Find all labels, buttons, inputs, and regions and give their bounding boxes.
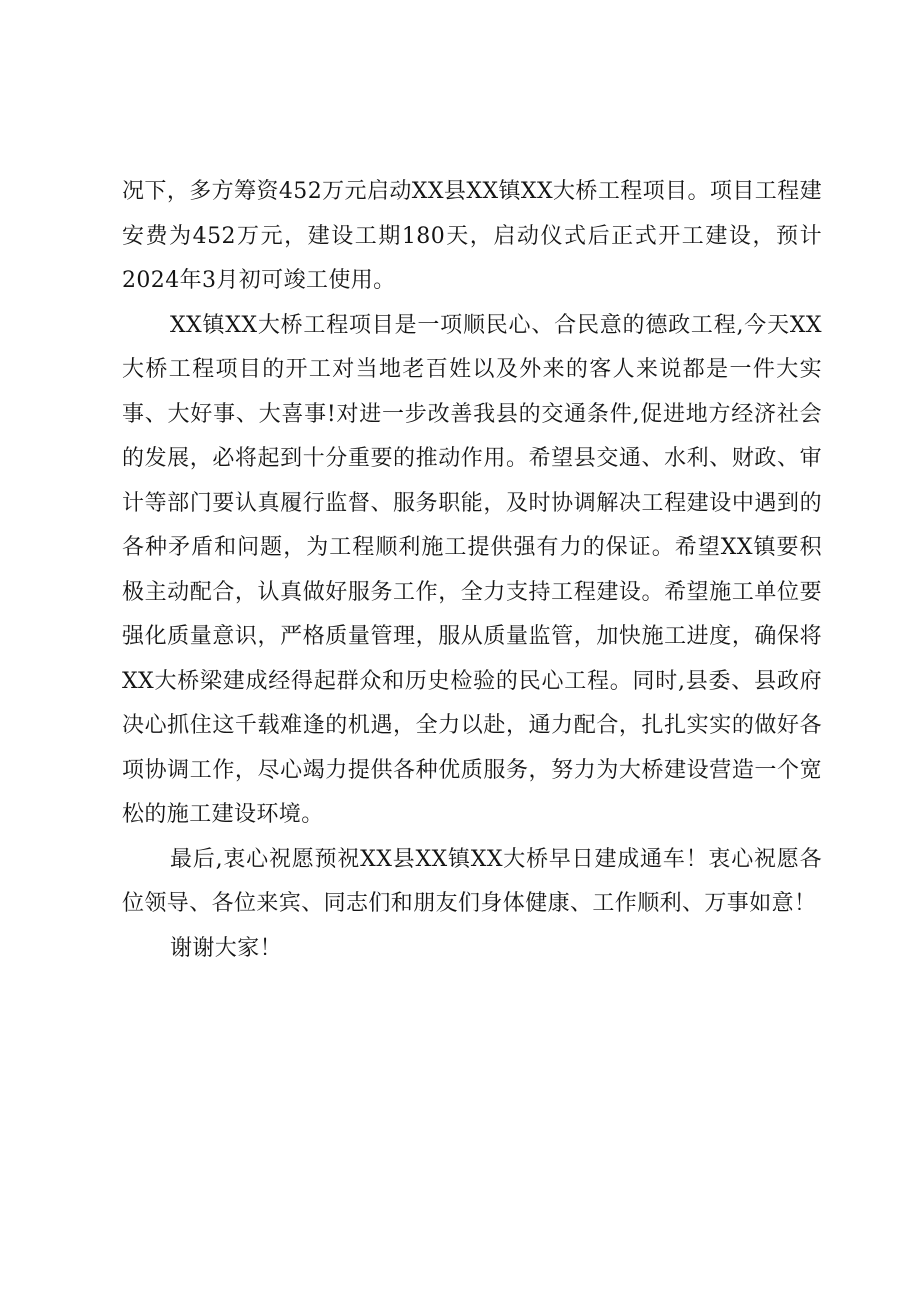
document-body <box>122 170 822 971</box>
paragraph-thanks: 谢谢大家！ <box>170 935 283 961</box>
paragraph-closing-wishes: 最后,衷心祝愿预祝XX县XX镇XX大桥早日建成通车！衷心祝愿各位领导、各位来宾、同志们和朋友们身体健康、工作顺利、万事如意！ <box>122 846 822 916</box>
paragraph-project-funding: 况下，多方筹资452万元启动XX县XX镇XX大桥工程项目。项目工程建安费为452万元，建设工期180天，启动仪式后正式开工建设，预计2024年3月初可竣工使用。 <box>122 179 822 293</box>
paragraph-project-significance: XX镇XX大桥工程项目是一项顺民心、合民意的德政工程,今天XX大桥工程项目的开工对当地老百姓以及外来的客人来说都是一件大实事、大好事、大喜事!对进一步改善我县的交通条件,促进地方经济社会的发展，必将起到十分重要的推动作用。希望县交通、水利、财政、审计等部门要认真履行监督、服务职能，及时协调解决工程建设中遇到的各种矛盾和问题，为工程顺利施工提供强有力的保证。希望XX镇要积极主动配合，认真做好服务工作，全力支持工程建设。希望施工单位要强化质量意识，严格质量管理，服从质量监管，加快施工进度，确保将XX大桥梁建成经得起群众和历史检验的民心工程。同时,县委、县政府决心抓住这千载难逢的机遇，全力以赴，通力配合，扎扎实实的做好各项协调工作，尽心竭力提供各种优质服务，努力为大桥建设营造一个宽松的施工建设环境。 <box>122 312 822 827</box>
